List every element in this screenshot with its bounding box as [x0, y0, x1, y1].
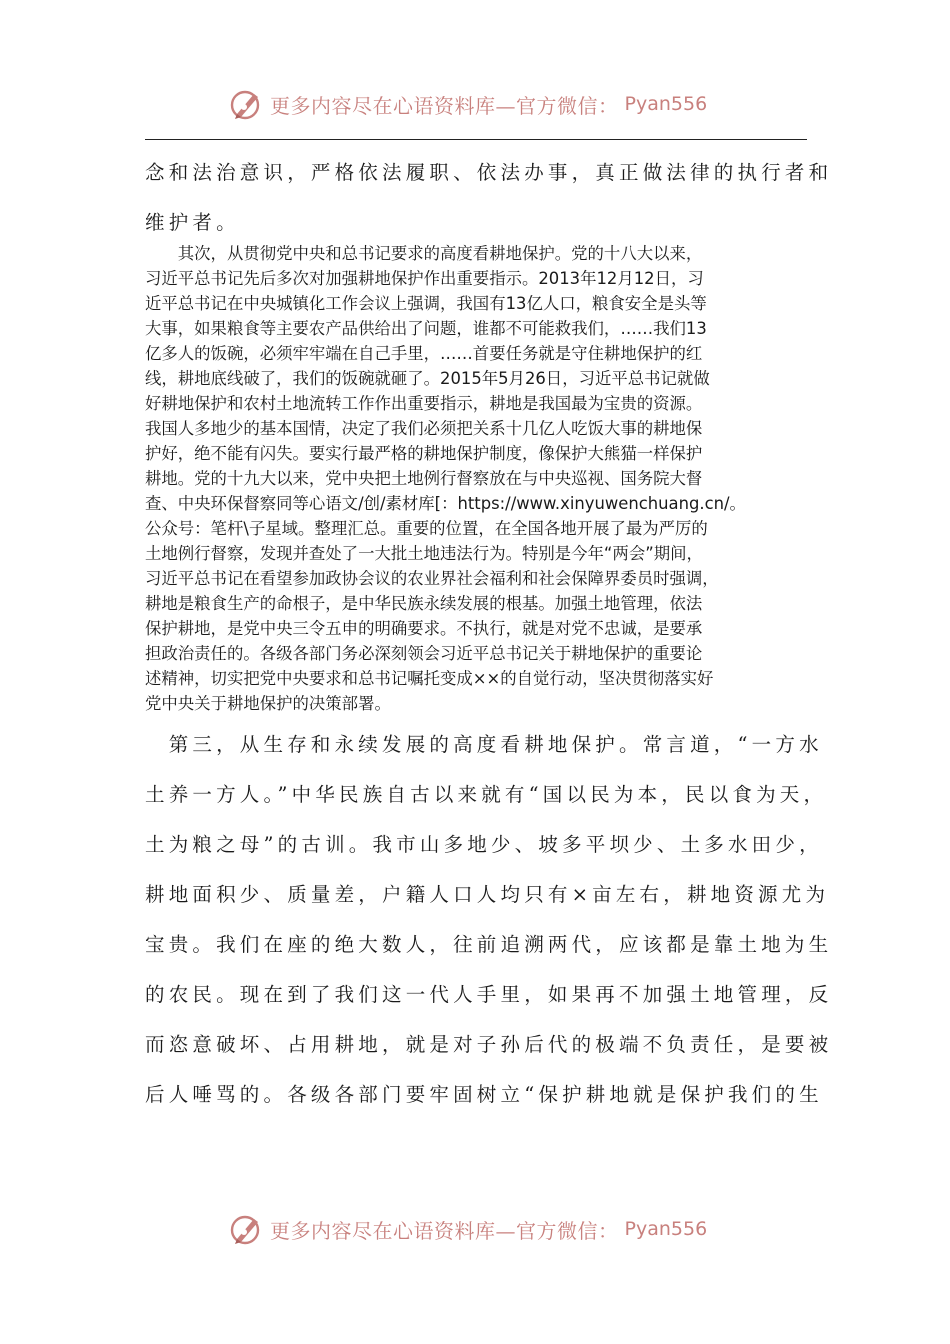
- paragraph-second: [145, 241, 810, 716]
- paragraph-line: 担政治责任的。各级各部门务必深刻领会习近平总书记关于耕地保护的重要论: [145, 644, 703, 663]
- paragraph-line: 耕地是粮食生产的命根子，是中华民族永续发展的根基。加强土地管理，依法: [145, 594, 703, 613]
- paragraph-line: 公众号：笔杆\子星域。整理汇总。重要的位置，在全国各地开展了最为严厉的: [145, 519, 708, 538]
- banner-text: 更多内容尽在心语资料库—官方微信：: [270, 1218, 619, 1243]
- banner-wechat-id: Pyan556: [624, 93, 708, 115]
- paragraph-line: 述精神，切实把党中央要求和总书记嘱托变成××的自觉行动，坚决贯彻落实好: [145, 669, 714, 688]
- paragraph-line: 查、中央环保督察同等心语文/创/素材库[：https://www.xinyuwenchuang.cn/。: [145, 494, 746, 513]
- pen-logo-icon: [228, 86, 264, 122]
- paragraph-line: 宝贵。我们在座的绝大数人，往前追溯两代，应该都是靠土地为生: [145, 933, 833, 956]
- paragraph-line: 大事，如果粮食等主要农产品供给出了问题，谁都不可能救我们，……我们13: [145, 319, 707, 338]
- paragraph-line: 土养一方人。”中华民族自古以来就有“国以民为本，民以食为天，: [145, 783, 828, 806]
- paragraph-line: 护好，绝不能有闪失。要实行最严格的耕地保护制度，像保护大熊猫一样保护: [145, 444, 703, 463]
- pen-logo-icon: [228, 1211, 264, 1247]
- paragraph-line: 后人唾骂的。各级各部门要牢固树立“保护耕地就是保护我们的生: [145, 1083, 823, 1106]
- paragraph-line: 近平总书记在中央城镇化工作会议上强调，我国有13亿人口，粮食安全是头等: [145, 294, 707, 313]
- paragraph-line: 耕地。党的十九大以来，党中央把土地例行督察放在与中央巡视、国务院大督: [145, 469, 703, 488]
- paragraph-line: 习近平总书记先后多次对加强耕地保护作出重要指示。2013年12月12日，习: [145, 269, 704, 288]
- header-divider: [145, 139, 807, 140]
- footer-banner: [228, 1209, 707, 1249]
- paragraph-line: 土为粮之母”的古训。我市山多地少、坡多平坝少、土多水田少，: [145, 833, 823, 856]
- paragraph-line: 党中央关于耕地保护的决策部署。: [145, 694, 391, 713]
- paragraph-line: 念和法治意识，严格依法履职、依法办事，真正做法律的执行者和: [145, 161, 833, 184]
- paragraph-line: 亿多人的饭碗，必须牢牢端在自己手里，……首要任务就是守住耕地保护的红: [145, 344, 703, 363]
- paragraph-line: 习近平总书记在看望参加政协会议的农业界社会福利和社会保障界委员时强调，: [145, 569, 719, 588]
- paragraph-line: 维护者。: [145, 211, 240, 234]
- paragraph-line: 保护耕地，是党中央三令五申的明确要求。不执行，就是对党不忠诚，是要承: [145, 619, 703, 638]
- header-banner: [228, 84, 707, 124]
- banner-wechat-id: Pyan556: [624, 1218, 708, 1240]
- banner-text: 更多内容尽在心语资料库—官方微信：: [270, 93, 619, 118]
- paragraph-line: 线，耕地底线破了，我们的饭碗就砸了。2015年5月26日，习近平总书记就做: [145, 369, 710, 388]
- paragraph-line: 其次，从贯彻党中央和总书记要求的高度看耕地保护。党的十八大以来，: [145, 244, 703, 263]
- paragraph-line: 第三，从生存和永续发展的高度看耕地保护。常言道，“一方水: [145, 733, 823, 756]
- paragraph-line: 我国人多地少的基本国情，决定了我们必须把关系十几亿人吃饭大事的耕地保: [145, 419, 703, 438]
- paragraph-line: 的农民。现在到了我们这一代人手里，如果再不加强土地管理，反: [145, 983, 833, 1006]
- paragraph-line: 好耕地保护和农村土地流转工作作出重要指示，耕地是我国最为宝贵的资源。: [145, 394, 703, 413]
- paragraph-line: 耕地面积少、质量差，户籍人口人均只有×亩左右，耕地资源尤为: [145, 883, 830, 906]
- paragraph-line: 土地例行督察，发现并查处了一大批土地违法行为。特别是今年“两会”期间，: [145, 544, 703, 563]
- paragraph-line: 而恣意破坏、占用耕地，就是对子孙后代的极端不负责任，是要被: [145, 1033, 833, 1056]
